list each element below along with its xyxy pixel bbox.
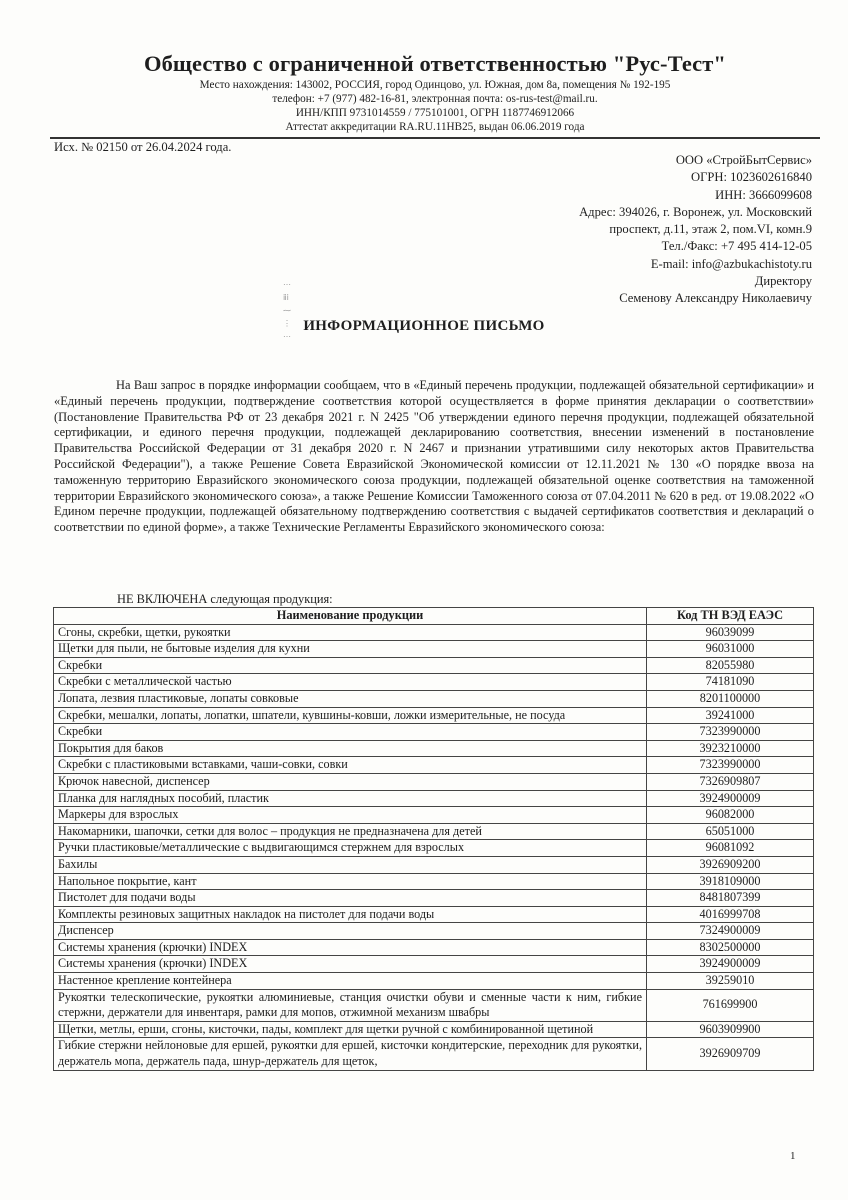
product-name-cell: Скребки: [54, 724, 647, 741]
document-title: ИНФОРМАЦИОННОЕ ПИСЬМО: [303, 318, 545, 334]
company-contacts: телефон: +7 (977) 482-16-81, электронная почта: os-rus-test@mail.ru.: [272, 93, 598, 105]
table-row: [54, 840, 814, 857]
product-name-cell: Щетки, метлы, ерши, сгоны, кисточки, пады, комплект для щетки ручной с комбинированной щетиной: [54, 1021, 647, 1038]
table-row: [54, 939, 814, 956]
tnved-code-cell: 3923210000: [647, 740, 814, 757]
product-name-cell: Бахилы: [54, 856, 647, 873]
addressee-line: Адрес: 394026, г. Воронеж, ул. Московский: [579, 204, 812, 219]
table-row: [54, 757, 814, 774]
addressee-line: ОГРН: 1023602616840: [691, 170, 812, 185]
tnved-code-cell: 3926909709: [647, 1038, 814, 1070]
tnved-code-cell: 96082000: [647, 807, 814, 824]
table-row: [54, 823, 814, 840]
product-name-cell: Скребки с пластиковыми вставками, чаши-совки, совки: [54, 757, 647, 774]
company-ids: ИНН/КПП 9731014559 / 775101001, ОГРН 1187746912066: [295, 107, 575, 119]
tnved-code-cell: 39259010: [647, 973, 814, 990]
tnved-code-cell: 82055980: [647, 657, 814, 674]
tnved-code-cell: 8481807399: [647, 890, 814, 907]
table-row: [54, 674, 814, 691]
column-header-name: Наименование продукции: [54, 608, 647, 625]
product-name-cell: Маркеры для взрослых: [54, 807, 647, 824]
tnved-code-cell: 9603909900: [647, 1021, 814, 1038]
company-name: Общество с ограниченной ответственностью "Рус-Тест": [143, 51, 727, 76]
letterhead: [55, 50, 815, 134]
table-row: [54, 973, 814, 990]
addressee-line: E-mail: info@azbukachistoty.ru: [650, 256, 812, 271]
tnved-code-cell: 3924900009: [647, 790, 814, 807]
table-row: [54, 624, 814, 641]
tnved-code-cell: 7323990000: [647, 724, 814, 741]
column-header-code: Код ТН ВЭД ЕАЭС: [647, 608, 814, 625]
addressee-block: [579, 152, 812, 308]
product-name-cell: Диспенсер: [54, 923, 647, 940]
table-row: [54, 790, 814, 807]
table-row: [54, 773, 814, 790]
table-row: [54, 856, 814, 873]
table-row: [54, 906, 814, 923]
outgoing-reference: Исх. № 02150 от 26.04.2024 года.: [54, 140, 232, 154]
table-row: [54, 690, 814, 707]
table-row: [54, 923, 814, 940]
product-name-cell: Настенное крепление контейнера: [54, 973, 647, 990]
product-name-cell: Гибкие стержни нейлоновые для ершей, рукоятки для ершей, кисточки кондитерские, переходник для рукоятки, держатель мопа, держатель пада, шнур-держатель для щеток,: [54, 1038, 647, 1070]
addressee-line: проспект, д.11, этаж 2, пом.VI, комн.9: [609, 222, 812, 237]
tnved-code-cell: 3924900009: [647, 956, 814, 973]
product-name-cell: Щетки для пыли, не бытовые изделия для кухни: [54, 641, 647, 658]
addressee-line: ООО «СтройБытСервис»: [675, 153, 812, 167]
product-name-cell: Планка для наглядных пособий, пластик: [54, 790, 647, 807]
table-row: [54, 807, 814, 824]
table-row: [54, 724, 814, 741]
tnved-code-cell: 8201100000: [647, 690, 814, 707]
tnved-code-cell: 3918109000: [647, 873, 814, 890]
tnved-code-cell: 3926909200: [647, 856, 814, 873]
product-name-cell: Напольное покрытие, кант: [54, 873, 647, 890]
table-intro: НЕ ВКЛЮЧЕНА следующая продукция:: [117, 592, 333, 606]
products-table: [53, 607, 814, 1071]
tnved-code-cell: 74181090: [647, 674, 814, 691]
tnved-code-cell: 8302500000: [647, 939, 814, 956]
table-row: [54, 1021, 814, 1038]
table-row: [54, 989, 814, 1021]
table-row: [54, 707, 814, 724]
table-row: [54, 657, 814, 674]
addressee-line: Семенову Александру Николаевичу: [619, 291, 812, 306]
tnved-code-cell: 96081092: [647, 840, 814, 857]
tnved-code-cell: 761699900: [647, 989, 814, 1021]
product-name-cell: Сгоны, скребки, щетки, рукоятки: [54, 624, 647, 641]
tnved-code-cell: 7323990000: [647, 757, 814, 774]
table-row: [54, 740, 814, 757]
product-name-cell: Системы хранения (крючки) INDEX: [54, 956, 647, 973]
table-row: [54, 1038, 814, 1070]
body-paragraph: На Ваш запрос в порядке информации сообщаем, что в «Единый перечень продукции, подлежащей обязательной сертификации» и «Единый перечень продукции, подтверждение соответствия которой осуществляется в форме принятия декларации о соответствии» (Постановление Правительства РФ от 23 декабря 2021 г. N 2425 "Об утверждении единого перечня продукции, подлежащей обязательной сертификации, и единого перечня продукции, подлежащей декларированию соответствия, внесении изменений в постановление Правительства Российской Федерации от 31 декабря 2020 г. N 2467 и признании утратившими силу некоторых актов Правительства Российской Федерации"), а также Решение Совета Евразийской Экономической комиссии от 12.11.2021 № 130 «О порядке ввоза на таможенную территорию Евразийского экономического союза продукции, подлежащей обязательной оценке соответствия на таможенной территории Евразийского экономического союза», а также Решение Комиссии Таможенного союза от 07.04.2011 № 620 в ред. от 19.08.2022 «О Едином перечне продукции, подлежащей обязательному подтверждению соответствия с выдачей сертификатов соответствия и деклараций о соответствии по единой форме», а также Технические Регламенты Евразийского экономического союза:: [54, 378, 814, 535]
product-name-cell: Скребки с металлической частью: [54, 674, 647, 691]
page-number: 1: [790, 1150, 796, 1162]
tnved-code-cell: 96039099: [647, 624, 814, 641]
product-name-cell: Ручки пластиковые/металлические с выдвигающимся стержнем для взрослых: [54, 840, 647, 857]
product-name-cell: Рукоятки телескопические, рукоятки алюминиевые, станция очистки обуви и сменные части к ним, гибкие стержни, держатели для инвентаря, рамки для мопов, отжимной механизм швабры: [54, 989, 647, 1021]
table-row: [54, 890, 814, 907]
company-address: Место нахождения: 143002, РОССИЯ, город Одинцово, ул. Южная, дом 8а, помещения № 192-195: [199, 79, 671, 91]
product-name-cell: Комплекты резиновых защитных накладок на пистолет для подачи воды: [54, 906, 647, 923]
tnved-code-cell: 7324900009: [647, 923, 814, 940]
tnved-code-cell: 7326909807: [647, 773, 814, 790]
table-header-row: [54, 608, 814, 625]
company-accreditation: Аттестат аккредитации RA.RU.11HB25, выдан 06.06.2019 года: [285, 121, 585, 133]
table-row: [54, 956, 814, 973]
addressee-line: ИНН: 3666099608: [715, 187, 812, 202]
faint-stamp-mark: ⋯ ⅱⅰ ⁓ ⋮ ⋯: [283, 280, 291, 341]
product-name-cell: Покрытия для баков: [54, 740, 647, 757]
product-name-cell: Системы хранения (крючки) INDEX: [54, 939, 647, 956]
addressee-line: Директору: [754, 274, 812, 289]
product-name-cell: Крючок навесной, диспенсер: [54, 773, 647, 790]
product-name-cell: Скребки: [54, 657, 647, 674]
tnved-code-cell: 96031000: [647, 641, 814, 658]
product-name-cell: Пистолет для подачи воды: [54, 890, 647, 907]
table-row: [54, 641, 814, 658]
tnved-code-cell: 4016999708: [647, 906, 814, 923]
product-name-cell: Скребки, мешалки, лопаты, лопатки, шпатели, кувшины-ковши, ложки измерительные, не посуда: [54, 707, 647, 724]
product-name-cell: Лопата, лезвия пластиковые, лопаты совковые: [54, 690, 647, 707]
tnved-code-cell: 65051000: [647, 823, 814, 840]
addressee-line: Тел./Факс: +7 495 414-12-05: [661, 239, 812, 254]
tnved-code-cell: 39241000: [647, 707, 814, 724]
table-row: [54, 873, 814, 890]
product-name-cell: Накомарники, шапочки, сетки для волос – продукция не предназначена для детей: [54, 823, 647, 840]
